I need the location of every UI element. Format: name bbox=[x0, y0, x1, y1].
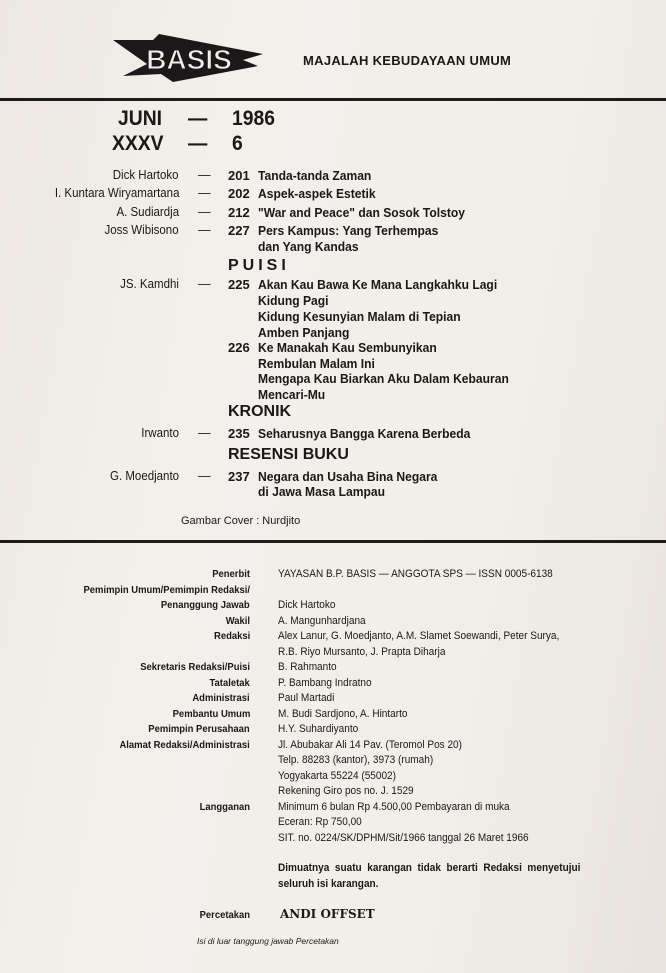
masthead-value: Yogyakarta 55224 (55002) bbox=[278, 769, 396, 782]
masthead-value: YAYASAN B.P. BASIS — ANGGOTA SPS — ISSN 0005-6138 bbox=[278, 568, 553, 580]
toc-page: 212 bbox=[228, 205, 250, 220]
masthead-value: Dick Hartoko bbox=[278, 599, 336, 611]
masthead-label: Sekretaris Redaksi/Puisi bbox=[140, 661, 250, 673]
printer-label: Percetakan bbox=[199, 909, 250, 921]
toc-title: Tanda-tanda Zaman bbox=[258, 168, 372, 183]
magazine-tagline: MAJALAH KEBUDAYAAN UMUM bbox=[303, 53, 512, 68]
masthead-value: Paul Martadi bbox=[278, 692, 335, 704]
masthead-value: Telp. 88283 (kantor), 3973 (rumah) bbox=[278, 754, 434, 766]
toc-title: "War and Peace" dan Sosok Tolstoy bbox=[258, 205, 465, 220]
masthead-label: Penanggung Jawab bbox=[161, 599, 250, 611]
toc-title: Amben Panjang bbox=[258, 325, 350, 340]
toc-dash: — bbox=[198, 168, 211, 182]
toc-title: Mengapa Kau Biarkan Aku Dalam Kebauran bbox=[258, 371, 509, 386]
toc-page: 201 bbox=[228, 168, 250, 183]
disclaimer-line: seluruh isi karangan. bbox=[278, 878, 379, 890]
masthead-label: Administrasi bbox=[192, 692, 250, 704]
toc-author: Dick Hartoko bbox=[113, 168, 179, 182]
masthead-label: Alamat Redaksi/Administrasi bbox=[119, 738, 250, 751]
toc-dash: — bbox=[198, 426, 211, 440]
toc-page: 202 bbox=[228, 186, 250, 201]
masthead-label: Pemimpin Umum/Pemimpin Redaksi/ bbox=[83, 583, 250, 596]
masthead-label: Wakil bbox=[225, 614, 250, 627]
cover-credit: Gambar Cover : Nurdjito bbox=[181, 515, 301, 527]
toc-page: 235 bbox=[228, 426, 250, 441]
toc-title: dan Yang Kandas bbox=[258, 239, 359, 254]
masthead-label: Pembantu Umum bbox=[172, 707, 250, 720]
toc-page: 225 bbox=[228, 277, 250, 292]
toc-author: A. Sudiardja bbox=[116, 205, 179, 219]
section-heading-kronik: KRONIK bbox=[228, 403, 292, 420]
masthead-value: H.Y. Suhardiyanto bbox=[278, 723, 359, 735]
masthead-label: Langganan bbox=[199, 800, 250, 813]
masthead-label: Pemimpin Perusahaan bbox=[148, 723, 250, 735]
section-heading-resensi: RESENSI BUKU bbox=[228, 446, 349, 463]
masthead-label: Tataletak bbox=[209, 676, 250, 689]
toc-page: 227 bbox=[228, 223, 250, 238]
toc-title: Kidung Kesunyian Malam di Tepian bbox=[258, 309, 461, 324]
issue-number: 6 bbox=[232, 132, 243, 155]
header-divider bbox=[0, 98, 666, 101]
toc-title: Ke Manakah Kau Sembunyikan bbox=[258, 340, 437, 355]
issue-dash: — bbox=[188, 107, 208, 130]
masthead-label: Redaksi bbox=[213, 630, 250, 642]
toc-dash: — bbox=[198, 469, 211, 483]
toc-title: Akan Kau Bawa Ke Mana Langkahku Lagi bbox=[258, 277, 498, 292]
printer-name: ANDI OFFSET bbox=[280, 907, 375, 921]
toc-dash: — bbox=[198, 223, 211, 237]
footer-note: Isi di luar tanggung jawab Percetakan bbox=[197, 936, 339, 946]
toc-title: Seharusnya Bangga Karena Berbeda bbox=[258, 426, 471, 441]
masthead-label: Penerbit bbox=[212, 568, 250, 580]
masthead-value: Eceran: Rp 750,00 bbox=[278, 816, 362, 828]
masthead-value: SIT. no. 0224/SK/DPHM/Sit/1966 tanggal 26 Maret 1966 bbox=[278, 831, 529, 844]
masthead-value: P. Bambang Indratno bbox=[278, 676, 372, 689]
basis-logo bbox=[113, 34, 265, 82]
issue-month: JUNI bbox=[118, 107, 163, 130]
toc-title: Negara dan Usaha Bina Negara bbox=[258, 469, 438, 484]
masthead-value: Alex Lanur, G. Moedjanto, A.M. Slamet Soewandi, Peter Surya, bbox=[278, 630, 560, 642]
toc-author: Irwanto bbox=[141, 426, 179, 440]
masthead-value: Jl. Abubakar Ali 14 Pav. (Teromol Pos 20) bbox=[278, 738, 462, 751]
masthead-value: Minimum 6 bulan Rp 4.500,00 Pembayaran di muka bbox=[278, 800, 510, 813]
masthead-value: B. Rahmanto bbox=[278, 661, 337, 673]
toc-author: Joss Wibisono bbox=[104, 223, 179, 237]
masthead-value: A. Mangunhardjana bbox=[278, 614, 366, 627]
masthead-value: Rekening Giro pos no. J. 1529 bbox=[278, 785, 414, 797]
svg-text:BASIS: BASIS bbox=[146, 44, 232, 75]
toc-title: Rembulan Malam Ini bbox=[258, 356, 375, 371]
toc-page: 237 bbox=[228, 469, 250, 484]
toc-author: G. Moedjanto bbox=[109, 469, 179, 483]
masthead-divider bbox=[0, 540, 666, 543]
toc-title: di Jawa Masa Lampau bbox=[258, 484, 386, 499]
masthead-value: R.B. Riyo Mursanto, J. Prapta Diharja bbox=[278, 645, 446, 658]
toc-dash: — bbox=[198, 205, 211, 219]
section-heading-puisi: PUISI bbox=[228, 257, 290, 274]
toc-title: Kidung Pagi bbox=[258, 293, 329, 308]
toc-title: Aspek-aspek Estetik bbox=[258, 186, 376, 201]
issue-year: 1986 bbox=[232, 107, 275, 130]
toc-dash: — bbox=[198, 186, 211, 200]
toc-title: Pers Kampus: Yang Terhempas bbox=[258, 223, 439, 238]
toc-author: I. Kuntara Wiryamartana bbox=[54, 186, 179, 200]
toc-author: JS. Kamdhi bbox=[120, 277, 179, 291]
issue-volume: XXXV bbox=[112, 132, 164, 155]
masthead-value: M. Budi Sardjono, A. Hintarto bbox=[278, 707, 408, 720]
toc-title: Mencari-Mu bbox=[258, 387, 326, 402]
disclaimer-line: Dimuatnya suatu karangan tidak berarti Redaksi menyetujui bbox=[278, 862, 581, 874]
issue-dash: — bbox=[188, 132, 208, 155]
toc-page: 226 bbox=[228, 340, 250, 355]
toc-dash: — bbox=[198, 277, 211, 291]
